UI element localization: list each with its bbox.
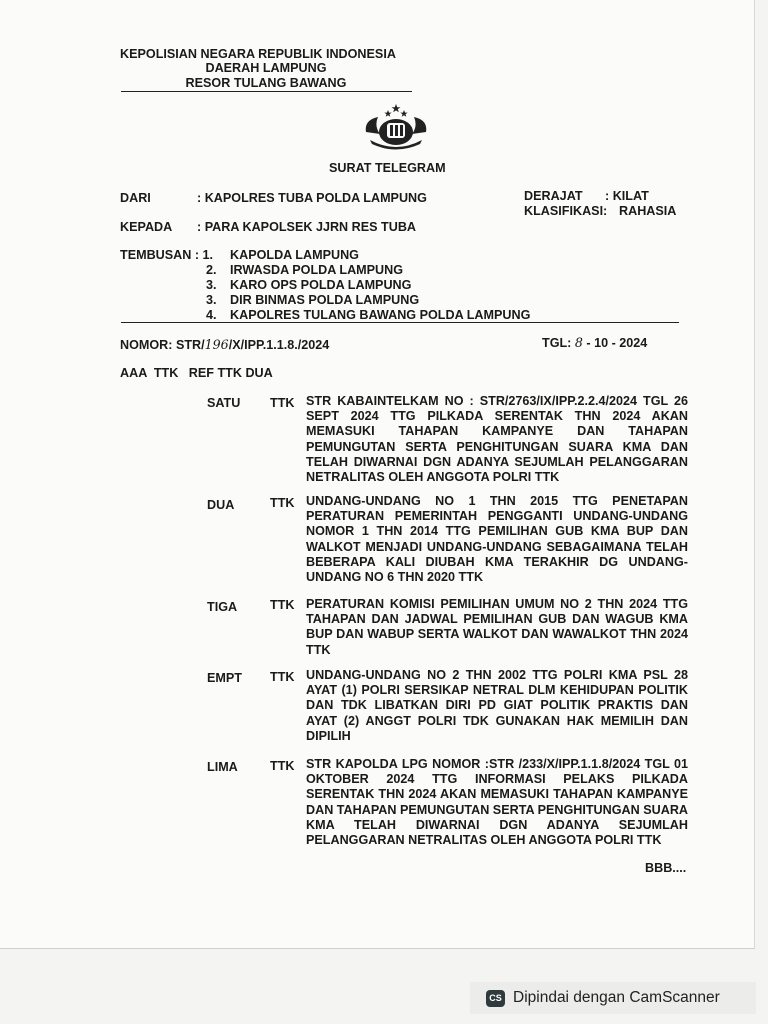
handwritten-number: 196 (204, 337, 229, 352)
telegram-date: TGL: 8 - 10 - 2024 (542, 335, 648, 350)
reference-line: AAA TTK REF TTK DUA (120, 366, 273, 380)
section-label: SATU (207, 396, 241, 410)
cc-item: 2. IRWASDA POLDA LAMPUNG (206, 263, 404, 277)
camscanner-logo-icon: CS (486, 990, 505, 1007)
section-label: TIGA (207, 600, 238, 614)
letterhead (120, 47, 412, 90)
to-label: KEPADA (120, 220, 173, 234)
to-value: : PARA KAPOLSEK JJRN RES TUBA (197, 220, 417, 234)
police-emblem-icon (360, 102, 432, 152)
telegram-number: NOMOR: STR/196/X/IPP.1.1.8./2024 (120, 337, 330, 352)
section-ttk: TTK (270, 496, 295, 510)
section-text: PERATURAN KOMISI PEMILIHAN UMUM NO 2 THN 2024 TTG TAHAPAN DAN JADWAL PEMILIHAN GUB DAN WAGUB KMA BUP DAN WABUP SERTA WALKOT DAN WAWALKOT THN 2024 TTK (306, 597, 688, 657)
section-ttk: TTK (270, 670, 295, 684)
letterhead-line-2: DAERAH LAMPUNG (205, 61, 327, 76)
document-title: SURAT TELEGRAM (329, 161, 446, 175)
cc-item-1: KAPOLDA LAMPUNG (230, 248, 359, 262)
section-ttk: TTK (270, 598, 295, 612)
letterhead-line-1: KEPOLISIAN NEGARA REPUBLIK INDONESIA (120, 47, 396, 61)
section-text: STR KABAINTELKAM NO : STR/2763/IX/IPP.2.2.4/2024 TGL 26 SEPT 2024 TTG PILKADA SERENTAK THN 2024 AKAN MEMASUKI TAHAPAN KAMPANYE DAN TAHAPAN PEMUNGUTAN SERTA PENGHITUNGAN SUARA KMA DAN TELAH DIWARNAI DGN ADANYA SEJUMLAH PELANGGARAN NETRALITAS OLEH ANGGOTA POLRI TTK (306, 394, 688, 485)
from-value: : KAPOLRES TUBA POLDA LAMPUNG (197, 191, 427, 205)
scanner-text: Dipindai dengan CamScanner (513, 989, 720, 1006)
cc-item: 4. KAPOLRES TULANG BAWANG POLDA LAMPUNG (206, 308, 531, 322)
section-ttk: TTK (270, 759, 295, 773)
classification-value: RAHASIA (619, 204, 677, 218)
cc-item: 3. DIR BINMAS POLDA LAMPUNG (206, 293, 420, 307)
scanner-watermark (470, 982, 756, 1014)
section-text: STR KAPOLDA LPG NOMOR :STR /233/X/IPP.1.1.8/2024 TGL 01 OKTOBER 2024 TTG INFORMASI PELAKS PILKADA SERENTAK THN 2024 AKAN MEMASUKI TAHAPAN KAMPANYE DAN TAHAPAN PEMUNGUTAN SERTA PENGHITUNGAN SUARA KMA TELAH DIWARNAI DGN ADANYA SEJUMLAH PELANGGARAN NETRALITAS OLEH ANGGOTA POLRI TTK (306, 757, 689, 848)
cc-item: 3. KARO OPS POLDA LAMPUNG (206, 278, 412, 292)
handwritten-day: 8 (574, 335, 583, 350)
cc-list (206, 263, 530, 323)
classification-label: KLASIFIKASI: (524, 204, 608, 218)
section-label: DUA (207, 498, 235, 512)
section-ttk: TTK (270, 396, 295, 410)
cc-label: TEMBUSAN : 1. (120, 248, 214, 262)
continuation-marker: BBB.... (645, 861, 687, 875)
section-text: UNDANG-UNDANG NO 2 THN 2002 TTG POLRI KMA PSL 28 AYAT (1) POLRI SERSIKAP NETRAL DLM KEHIDUPAN POLITIK DAN TDK LIBATKAN DIRI PD GIAT POLITIK PRAKTIS DAN AYAT (2) ANGGT POLRI TDK GUNAKAN HAK MEMILIH DAN DIPILIH (306, 668, 688, 743)
section-label: LIMA (207, 760, 238, 774)
letterhead-line-3: RESOR TULANG BAWANG (185, 75, 347, 90)
section-label: EMPT (207, 671, 242, 685)
degree-label: DERAJAT (524, 189, 583, 203)
section-text: UNDANG-UNDANG NO 1 THN 2015 TTG PENETAPAN PERATURAN PEMERINTAH PENGGANTI UNDANG-UNDANG NOMOR 1 THN 2014 TTG PEMILIHAN GUB KMA BUP DAN WALKOT MENJADI UNDANG-UNDANG SEBAGAIMANA TELAH BEBERAPA KALI DIUBAH KMA TERAKHIR DG UNDANG-UNDANG NO 6 THN 2020 TTK (306, 494, 688, 585)
letterhead-rule (121, 91, 412, 92)
degree-value: : KILAT (605, 189, 649, 203)
section-divider (121, 322, 679, 323)
from-label: DARI (120, 191, 151, 205)
